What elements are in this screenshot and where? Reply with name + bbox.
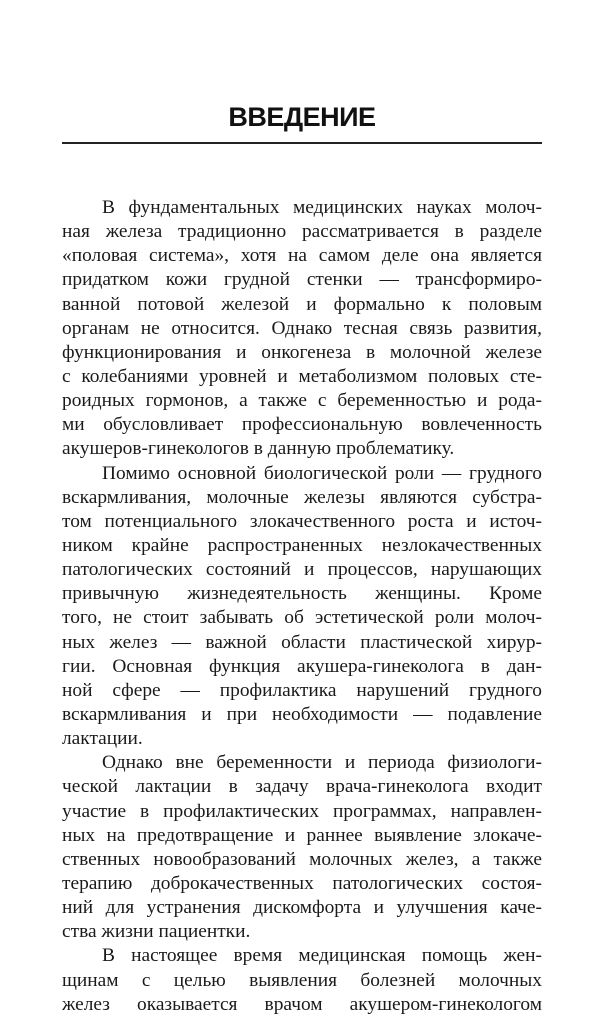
text-line: ственных новообразований молочных желез, а также: [62, 848, 542, 870]
text-line: участие в профилактических программах, направлен-: [62, 800, 542, 822]
text-line: Помимо основной биологической роли — грудного: [102, 462, 542, 484]
text-line: ми обусловливает профессиональную вовлеченность: [62, 414, 542, 436]
text-line: ных на предотвращение и раннее выявление злокаче-: [62, 824, 542, 846]
text-line: придатком кожи грудной стенки — трансформиро-: [62, 269, 542, 291]
body-text: [62, 196, 542, 1017]
text-line: гии. Основная функция акушера-гинеколога в дан-: [62, 655, 542, 677]
text-line: лактации.: [62, 728, 143, 750]
text-line: Однако вне беременности и периода физиологи-: [102, 752, 542, 774]
text-line: привычную жизнедеятельность женщины. Кроме: [62, 583, 542, 605]
text-line: с колебаниями уровней и метаболизмом половых сте-: [62, 365, 542, 387]
text-line: В фундаментальных медицинских науках молоч-: [102, 197, 542, 218]
paragraph: [62, 751, 542, 944]
text-line: акушеров-гинекологов в данную проблематику.: [62, 438, 455, 460]
text-line: того, не стоит забывать об эстетической роли молоч-: [62, 607, 542, 629]
text-line: том потенциального злокачественного роста и источ-: [62, 510, 542, 532]
chapter-heading: [62, 98, 542, 144]
text-line: ванной потовой железой и формально к половым: [62, 293, 542, 315]
text-line: органам не относится. Однако тесная связь развития,: [62, 317, 542, 339]
text-line: щинам с целью выявления болезней молочных: [62, 969, 542, 991]
text-line: терапию доброкачественных патологических состоя-: [62, 872, 542, 894]
paragraph: [62, 196, 542, 462]
text-line: функционирования и онкогенеза в молочной железе: [62, 341, 542, 363]
text-line: роидных гормонов, а также с беременностью и рода-: [62, 390, 542, 412]
text-line: ных желез — важной области пластической хирур-: [62, 631, 542, 653]
text-line: «половая система», хотя на самом деле она является: [62, 245, 542, 267]
text-line: ная железа традиционно рассматривается в разделе: [62, 221, 542, 243]
text-line: ником крайне распространенных незлокачественных: [62, 534, 542, 556]
chapter-title: ВВЕДЕНИЕ: [228, 102, 376, 132]
paragraph: [62, 462, 542, 752]
text-line: вскармливания, молочные железы являются субстра-: [62, 486, 542, 508]
title-underline: [62, 142, 542, 144]
paragraph: [62, 944, 542, 1016]
text-line: ний для устранения дискомфорта и улучшения каче-: [62, 897, 542, 919]
text-line: ческой лактации в задачу врача-гинеколога входит: [62, 776, 542, 798]
text-line: желез оказывается врачом акушером-гинекологом: [62, 993, 542, 1015]
text-line: ства жизни пациентки.: [62, 921, 251, 943]
text-line: патологических состояний и процессов, нарушающих: [62, 559, 542, 581]
text-line: вскармливания и при необходимости — подавление: [62, 703, 542, 725]
text-line: ной сфере — профилактика нарушений грудного: [62, 679, 542, 701]
text-line: В настоящее время медицинская помощь жен-: [102, 945, 542, 967]
